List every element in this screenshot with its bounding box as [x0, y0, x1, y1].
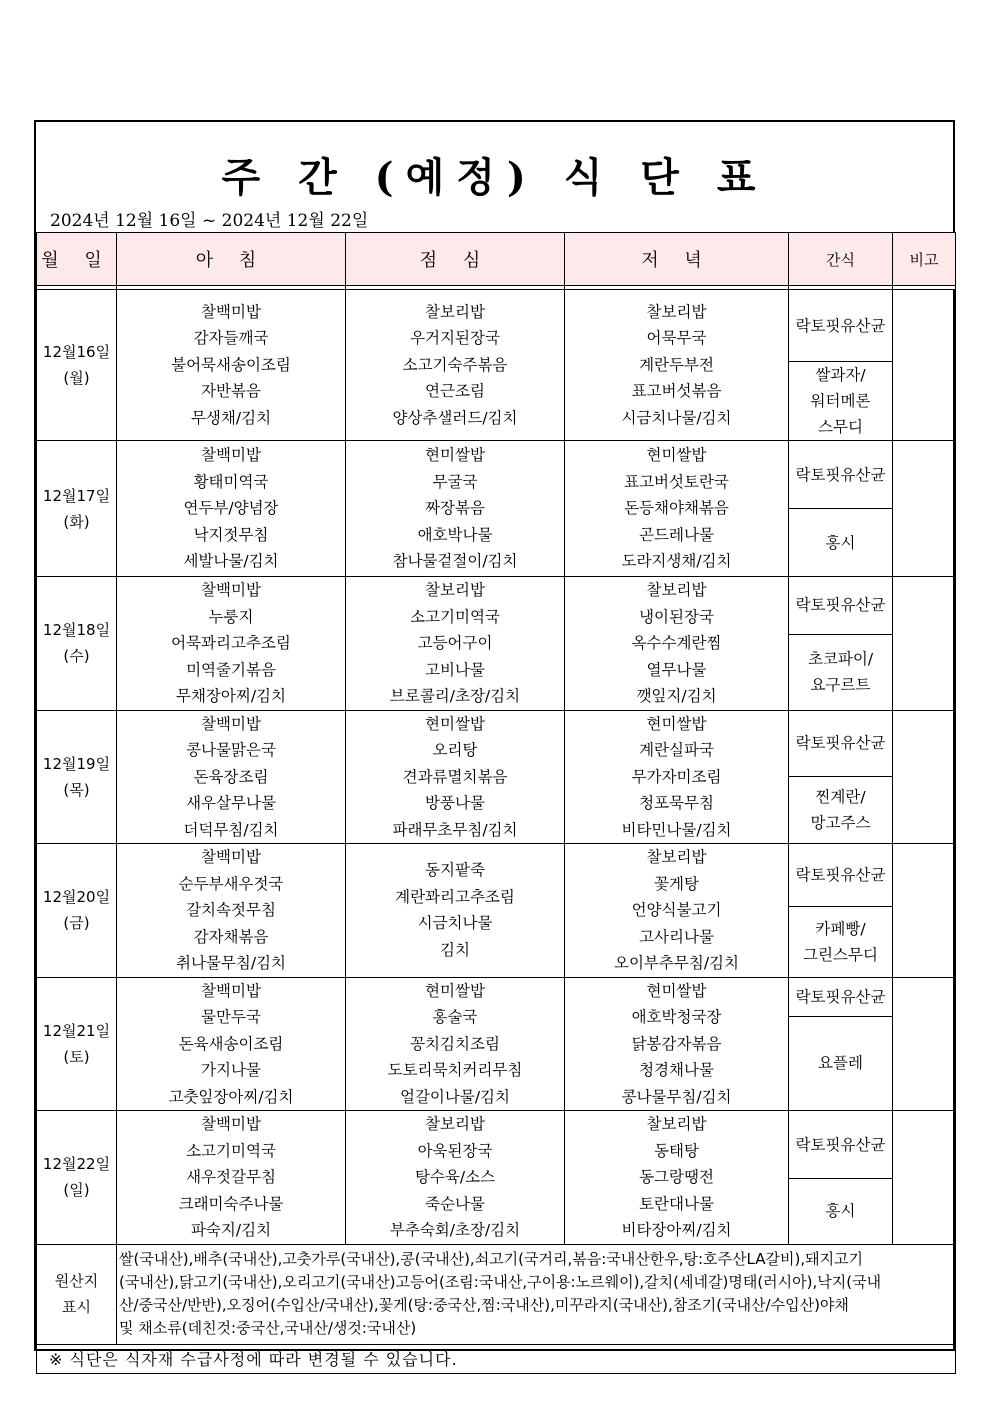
lunch-cell	[346, 844, 565, 978]
lunch-item: 양상추샐러드/김치	[392, 408, 518, 427]
note-cell	[893, 977, 956, 1111]
lunch-item: 얼갈이나물/김치	[399, 1087, 511, 1106]
breakfast-item: 물만두국	[201, 1008, 261, 1026]
snack-cell-bottom	[789, 634, 893, 710]
breakfast-item: 찰백미밥	[201, 446, 261, 465]
breakfast-item: 자반볶음	[201, 382, 261, 401]
breakfast-item: 돈육장조림	[193, 767, 269, 786]
note-cell	[893, 844, 956, 978]
breakfast-cell	[117, 977, 346, 1111]
dinner-item: 시금치나물/김치	[621, 408, 732, 427]
dinner-item: 어묵무국	[646, 329, 707, 348]
snack-item: 홍시	[825, 533, 856, 552]
breakfast-item: 낙지젓무침	[193, 525, 269, 544]
day-weekday: (월)	[63, 369, 90, 387]
lunch-item: 짜장볶음	[425, 499, 485, 518]
dinner-item: 청경채나물	[639, 1061, 714, 1079]
dinner-item: 현미쌀밥	[646, 714, 707, 733]
lunch-cell	[346, 977, 565, 1111]
snack-cell-bottom	[789, 907, 893, 977]
breakfast-item: 콩나물맑은국	[186, 741, 276, 759]
lunch-cell	[346, 441, 565, 577]
dinner-item: 동그랑땡전	[639, 1168, 714, 1186]
dinner-cell	[565, 577, 789, 711]
breakfast-item: 미역줄기볶음	[186, 660, 276, 679]
note-cell	[893, 290, 956, 441]
dinner-item: 현미쌀밥	[646, 446, 707, 465]
breakfast-item: 누룽지	[208, 607, 254, 626]
day-row	[37, 290, 956, 362]
snack-item: 찐계란/	[815, 788, 866, 807]
day-date: 12월20일	[42, 888, 111, 907]
breakfast-item: 돈육새송이조림	[178, 1034, 284, 1053]
origin-line: 산/중국산/반반),오징어(수입산/국내산),꽃게(탕:중국산,찜:국내산),미꾸라지(국내산),참조기(국내산/수입산)야채	[119, 1296, 849, 1314]
lunch-item: 계란꽈리고추조림	[395, 887, 515, 906]
dinner-item: 찰보리밥	[646, 848, 707, 866]
menu-table	[36, 232, 956, 1374]
breakfast-item: 감자채볶음	[193, 927, 269, 946]
snack-cell-top	[789, 977, 893, 1016]
breakfast-cell	[117, 844, 346, 978]
dinner-cell	[565, 1111, 789, 1245]
lunch-item: 탕수육/소스	[414, 1168, 496, 1186]
dinner-item: 표고버섯토란국	[624, 472, 729, 491]
lunch-item: 현미쌀밥	[425, 446, 485, 465]
day-row	[37, 1111, 956, 1179]
snack-item: 요구르트	[810, 676, 871, 695]
day-date: 12월17일	[42, 486, 111, 505]
dinner-cell	[565, 441, 789, 577]
day-date: 12월21일	[42, 1021, 111, 1040]
snack-item: 락토핏유산균	[795, 866, 886, 885]
lunch-item: 도토리묵치커리무침	[387, 1061, 523, 1079]
lunch-item: 소고기미역국	[410, 607, 500, 626]
dinner-item: 도라지생채/김치	[621, 552, 732, 571]
snack-item: 쌀과자/	[815, 366, 866, 384]
day-date: 12월16일	[42, 343, 111, 361]
lunch-item: 찰보리밥	[425, 581, 485, 599]
breakfast-item: 황태미역국	[193, 472, 269, 491]
dinner-item: 콩나물무침/김치	[621, 1087, 732, 1106]
day-date: 12월18일	[42, 621, 111, 640]
origin-label: 표시	[62, 1298, 91, 1316]
note-cell	[893, 441, 956, 577]
snack-item: 초코파이/	[807, 650, 874, 669]
dinner-cell	[565, 290, 789, 441]
breakfast-item: 순두부새우젓국	[178, 874, 284, 893]
note-cell	[893, 710, 956, 844]
origin-line: 쌀(국내산),배추(국내산),고춧가루(국내산),콩(국내산),쇠고기(국거리,볶음:국내산한우,탕:호주산LA갈비),돼지고기	[119, 1250, 864, 1268]
breakfast-item: 무생채/김치	[190, 408, 272, 427]
dinner-item: 고사리나물	[639, 927, 714, 946]
lunch-item: 꽁치김치조림	[410, 1034, 500, 1053]
breakfast-item: 새우살무나물	[186, 794, 276, 812]
header-breakfast: 아 침	[117, 233, 346, 286]
breakfast-cell	[117, 441, 346, 577]
snack-cell-bottom	[789, 1016, 893, 1110]
breakfast-item: 무채장아찌/김치	[175, 687, 287, 705]
period-text: 2024년 12월 16일 ~ 2024년 12월 22일	[50, 211, 369, 231]
snack-item: 락토핏유산균	[795, 734, 886, 753]
lunch-item: 현미쌀밥	[425, 981, 485, 1000]
day-weekday: (화)	[63, 512, 90, 531]
breakfast-item: 취나물무침/김치	[175, 954, 287, 972]
day-date-cell	[37, 577, 117, 711]
dinner-item: 깻잎지/김치	[636, 687, 717, 705]
origin-line: (국내산),닭고기(국내산),오리고기(국내산)고등어(조림:국내산,구이용:노르웨이),갈치(세네갈)명태(러시아),낙지(국내	[119, 1273, 882, 1291]
dinner-item: 찰보리밥	[646, 581, 707, 599]
breakfast-item: 찰백미밥	[201, 848, 261, 866]
breakfast-cell	[117, 710, 346, 844]
day-weekday: (수)	[63, 647, 90, 666]
header-lunch: 점 심	[346, 233, 565, 286]
breakfast-item: 어묵꽈리고추조림	[171, 634, 291, 652]
breakfast-item: 찰백미밥	[201, 581, 261, 599]
snack-cell-top	[789, 1111, 893, 1179]
lunch-item: 견과류멸치볶음	[402, 767, 508, 786]
snack-cell-top	[789, 441, 893, 509]
lunch-cell	[346, 577, 565, 711]
note-cell	[893, 1111, 956, 1245]
dinner-item: 애호박청국장	[631, 1008, 722, 1026]
dinner-item: 열무나물	[646, 660, 707, 679]
origin-row	[37, 1244, 956, 1344]
lunch-item: 소고기숙주볶음	[402, 355, 508, 374]
dinner-item: 냉이된장국	[639, 607, 714, 626]
day-row	[37, 844, 956, 907]
lunch-item: 고비나물	[425, 660, 485, 679]
day-date-cell	[37, 844, 117, 978]
lunch-item: 김치	[440, 940, 470, 959]
origin-line: 및 채소류(데친것:중국산,국내산/생것:국내산)	[119, 1319, 417, 1337]
breakfast-item: 가지나물	[201, 1061, 261, 1079]
breakfast-item: 갈치속젓무침	[186, 901, 276, 919]
day-row	[37, 710, 956, 777]
snack-item: 락토핏유산균	[795, 596, 886, 615]
header-row	[37, 233, 956, 286]
header-note: 비고	[893, 233, 956, 286]
snack-cell-top	[789, 844, 893, 907]
breakfast-item: 불어묵새송이조림	[171, 355, 291, 374]
header-date: 월 일	[37, 233, 117, 286]
day-row	[37, 577, 956, 635]
snack-cell-bottom	[789, 362, 893, 441]
snack-cell-bottom	[789, 777, 893, 844]
lunch-item: 홍술국	[432, 1008, 478, 1026]
dinner-item: 계란두부전	[639, 355, 714, 374]
breakfast-cell	[117, 290, 346, 441]
header-snack: 간식	[789, 233, 893, 286]
snack-item: 망고주스	[810, 814, 871, 833]
snack-cell-bottom	[789, 1179, 893, 1244]
dinner-item: 언양식불고기	[631, 901, 722, 919]
breakfast-item: 찰백미밥	[201, 1115, 261, 1133]
snack-item: 홍시	[825, 1202, 856, 1221]
breakfast-item: 파숙지/김치	[190, 1221, 272, 1239]
breakfast-item: 찰백미밥	[201, 981, 261, 1000]
lunch-item: 시금치나물	[417, 914, 493, 933]
lunch-item: 애호박나물	[417, 525, 493, 544]
snack-item: 락토핏유산균	[795, 1135, 886, 1154]
snack-item: 락토핏유산균	[795, 316, 886, 335]
lunch-item: 방풍나물	[425, 794, 485, 812]
day-date-cell	[37, 710, 117, 844]
header-dinner: 저 녁	[565, 233, 789, 286]
lunch-item: 부추숙회/초장/김치	[389, 1221, 521, 1239]
breakfast-item: 크래미숙주나물	[178, 1194, 284, 1213]
snack-cell-bottom	[789, 509, 893, 577]
footnote: ※ 식단은 식자재 수급사정에 따라 변경될 수 있습니다.	[37, 1344, 956, 1373]
breakfast-item: 더덕무침/김치	[183, 820, 279, 839]
dinner-cell	[565, 710, 789, 844]
dinner-item: 청포묵무침	[639, 794, 714, 812]
dinner-item: 찰보리밥	[646, 302, 707, 321]
lunch-item: 찰보리밥	[425, 1115, 485, 1133]
snack-item: 워터메론	[810, 392, 871, 410]
dinner-cell	[565, 977, 789, 1111]
dinner-item: 닭봉감자볶음	[631, 1034, 722, 1053]
dinner-item: 표고버섯볶음	[631, 382, 722, 401]
breakfast-item: 연두부/양념장	[183, 499, 279, 518]
lunch-cell	[346, 710, 565, 844]
lunch-cell	[346, 290, 565, 441]
breakfast-item: 감자들깨국	[193, 329, 269, 348]
breakfast-item: 찰백미밥	[201, 714, 261, 733]
origin-label: 원산지	[54, 1272, 99, 1290]
snack-item: 스무디	[818, 418, 863, 436]
footnote-row	[37, 1344, 956, 1373]
dinner-item: 옥수수계란찜	[631, 634, 722, 652]
dinner-cell	[565, 844, 789, 978]
day-weekday: (토)	[63, 1047, 90, 1066]
lunch-cell	[346, 1111, 565, 1245]
day-date-cell	[37, 1111, 117, 1245]
lunch-item: 현미쌀밥	[425, 714, 485, 733]
day-row	[37, 977, 956, 1016]
breakfast-item: 세발나물/김치	[183, 552, 279, 571]
breakfast-item: 찰백미밥	[201, 302, 261, 321]
snack-item: 카페빵/	[815, 919, 866, 938]
breakfast-cell	[117, 577, 346, 711]
lunch-item: 연근조림	[425, 382, 485, 401]
day-date-cell	[37, 977, 117, 1111]
lunch-item: 아욱된장국	[417, 1141, 493, 1160]
lunch-item: 무굴국	[432, 472, 478, 491]
day-weekday: (일)	[63, 1181, 90, 1200]
dinner-item: 비타장아찌/김치	[621, 1221, 732, 1239]
day-weekday: (목)	[63, 780, 90, 799]
dinner-item: 돈등채야채볶음	[624, 499, 729, 518]
breakfast-cell	[117, 1111, 346, 1245]
dinner-item: 현미쌀밥	[646, 981, 707, 1000]
dinner-item: 비타민나물/김치	[621, 820, 732, 839]
page-title: 주 간 (예정) 식 단 표	[221, 154, 768, 201]
dinner-item: 토란대나물	[639, 1194, 714, 1213]
dinner-item: 곤드레나물	[639, 525, 714, 544]
snack-cell-top	[789, 577, 893, 635]
lunch-item: 우거지된장국	[410, 329, 500, 348]
snack-cell-top	[789, 710, 893, 777]
origin-label-cell	[37, 1244, 117, 1344]
breakfast-item: 새우젓갈무침	[186, 1168, 276, 1186]
menu-sheet	[34, 120, 955, 1369]
lunch-item: 죽순나물	[425, 1194, 485, 1213]
dinner-item: 무가자미조림	[631, 767, 722, 786]
lunch-item: 파래무초무침/김치	[392, 820, 518, 839]
breakfast-item: 소고기미역국	[186, 1141, 276, 1160]
origin-text-cell	[117, 1244, 956, 1344]
snack-item: 락토핏유산균	[795, 987, 886, 1006]
snack-item: 락토핏유산균	[795, 465, 886, 484]
day-date: 12월19일	[42, 754, 111, 773]
lunch-item: 오리탕	[432, 741, 478, 759]
breakfast-item: 고춧잎장아찌/김치	[168, 1087, 294, 1106]
dinner-item: 오이부추무침/김치	[613, 954, 739, 972]
day-date-cell	[37, 290, 117, 441]
snack-item: 그린스무디	[803, 945, 878, 964]
day-date-cell	[37, 441, 117, 577]
lunch-item: 찰보리밥	[425, 302, 485, 321]
snack-cell-top	[789, 290, 893, 362]
dinner-item: 찰보리밥	[646, 1115, 707, 1133]
lunch-item: 브로콜리/초장/김치	[389, 687, 521, 705]
snack-item: 요플레	[818, 1054, 863, 1073]
lunch-item: 고등어구이	[417, 634, 493, 652]
lunch-item: 참나물겉절이/김치	[392, 552, 518, 571]
day-weekday: (금)	[63, 914, 90, 933]
dinner-item: 꽃게탕	[654, 874, 699, 893]
lunch-item: 동지팥죽	[425, 861, 485, 880]
dinner-item: 계란실파국	[639, 741, 714, 759]
day-date: 12월22일	[42, 1155, 111, 1174]
note-cell	[893, 577, 956, 711]
day-row	[37, 441, 956, 509]
dinner-item: 동태탕	[654, 1141, 699, 1160]
